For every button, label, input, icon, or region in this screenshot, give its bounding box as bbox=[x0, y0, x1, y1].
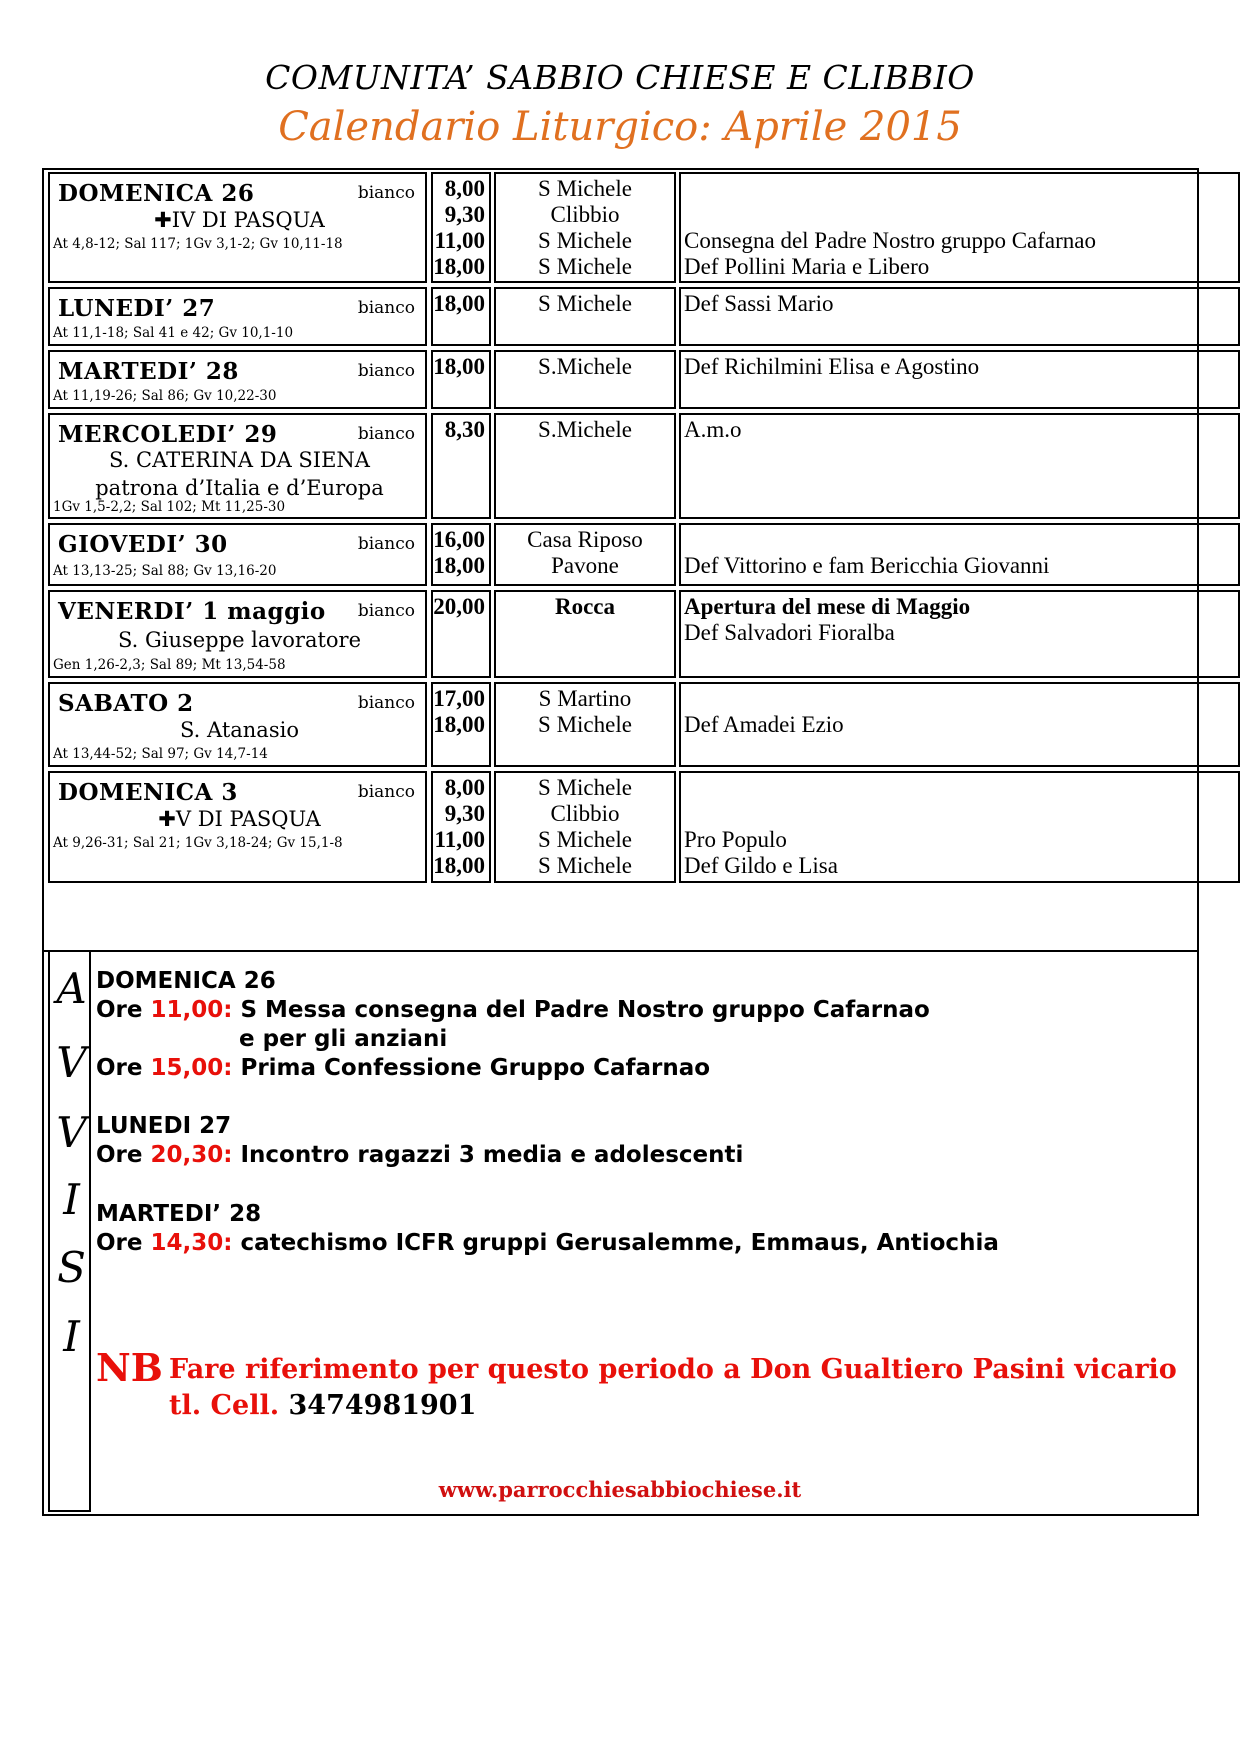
mass-time: 8,00 bbox=[444, 775, 485, 800]
mass-time: 8,00 bbox=[444, 176, 485, 201]
time-cell bbox=[431, 523, 491, 586]
nb-contact bbox=[169, 1390, 476, 1421]
day-feast-detail: patrona d’Italia e d’Europa bbox=[95, 476, 384, 500]
liturgical-color: bianco bbox=[357, 693, 415, 713]
intention-cell bbox=[679, 350, 1240, 409]
website-link[interactable]: www.parrocchiesabbiochiese.it bbox=[438, 1477, 802, 1502]
mass-intention: Def Gildo e Lisa bbox=[684, 853, 838, 878]
liturgical-color: bianco bbox=[357, 782, 415, 802]
ore-label: Ore bbox=[96, 1055, 143, 1081]
liturgical-color: bianco bbox=[357, 601, 415, 621]
place-cell bbox=[494, 682, 676, 767]
day-readings: At 13,44-52; Sal 97; Gv 14,7-14 bbox=[53, 746, 268, 762]
time-cell bbox=[431, 350, 491, 409]
day-name: DOMENICA 26 bbox=[58, 180, 255, 207]
day-cell bbox=[48, 682, 427, 767]
day-feast: ✚IV DI PASQUA bbox=[154, 208, 325, 232]
day-cell bbox=[48, 523, 427, 586]
mass-place: S Michele bbox=[538, 827, 632, 852]
intention-cell bbox=[679, 523, 1240, 586]
place-cell bbox=[494, 172, 676, 283]
announcement-text: catechismo ICFR gruppi Gerusalemme, Emmaus, Antiochia bbox=[232, 1230, 999, 1256]
nb-contact-label: tl. Cell. bbox=[169, 1390, 289, 1421]
intention-cell bbox=[679, 287, 1240, 346]
mass-time: 18,00 bbox=[433, 712, 485, 737]
time-cell bbox=[431, 172, 491, 283]
day-cell bbox=[48, 413, 427, 519]
avvisi-letter: V bbox=[56, 1038, 87, 1087]
time-cell bbox=[431, 771, 491, 883]
announcement-text: S Messa consegna del Padre Nostro gruppo Cafarnao bbox=[232, 997, 930, 1023]
table-row bbox=[48, 350, 1194, 409]
avvisi-letter: A bbox=[56, 964, 87, 1013]
day-readings: At 11,19-26; Sal 86; Gv 10,22-30 bbox=[53, 388, 277, 404]
mass-place: Pavone bbox=[551, 553, 619, 578]
intention-cell bbox=[679, 771, 1240, 883]
day-cell bbox=[48, 287, 427, 346]
mass-time: 9,30 bbox=[444, 202, 485, 227]
announcement-time: 15,00: bbox=[150, 1055, 233, 1081]
day-readings: Gen 1,26-2,3; Sal 89; Mt 13,54-58 bbox=[53, 657, 286, 673]
mass-place: S.Michele bbox=[538, 354, 632, 379]
mass-place: S.Michele bbox=[538, 417, 632, 442]
mass-intention: Def Sassi Mario bbox=[684, 291, 834, 316]
day-readings: At 4,8-12; Sal 117; 1Gv 3,1-2; Gv 10,11-18 bbox=[53, 236, 343, 252]
place-cell bbox=[494, 287, 676, 346]
day-name: DOMENICA 3 bbox=[58, 779, 238, 806]
ore-label: Ore bbox=[96, 1230, 143, 1256]
mass-place: S Michele bbox=[538, 853, 632, 878]
ore-label: Ore bbox=[96, 997, 143, 1023]
ore-label: Ore bbox=[96, 1142, 143, 1168]
announcement-time: 20,30: bbox=[150, 1142, 233, 1168]
phone-number[interactable]: 3474981901 bbox=[288, 1390, 477, 1421]
day-cell bbox=[48, 590, 427, 678]
announcement-item bbox=[96, 997, 930, 1023]
mass-time: 20,00 bbox=[433, 594, 485, 619]
mass-place: S Martino bbox=[538, 686, 632, 711]
mass-time: 18,00 bbox=[433, 853, 485, 878]
mass-time: 9,30 bbox=[444, 801, 485, 826]
place-cell bbox=[494, 590, 676, 678]
mass-place: Rocca bbox=[554, 594, 616, 619]
day-name: SABATO 2 bbox=[58, 690, 194, 717]
mass-time: 8,30 bbox=[444, 417, 485, 442]
day-name: MERCOLEDI’ 29 bbox=[58, 421, 278, 448]
day-name: VENERDI’ 1 maggio bbox=[58, 598, 326, 625]
mass-time: 18,00 bbox=[433, 254, 485, 279]
community-title: COMUNITA’ SABBIO CHIESE E CLIBBIO bbox=[265, 58, 975, 97]
table-row bbox=[48, 771, 1194, 883]
place-cell bbox=[494, 350, 676, 409]
mass-place: S Michele bbox=[538, 254, 632, 279]
intention-cell bbox=[679, 172, 1240, 283]
table-row bbox=[48, 523, 1194, 586]
mass-intention: Consegna del Padre Nostro gruppo Cafarnao bbox=[684, 228, 1096, 253]
day-feast: S. Giuseppe lavoratore bbox=[117, 628, 362, 652]
liturgical-color: bianco bbox=[357, 361, 415, 381]
table-row bbox=[48, 590, 1194, 678]
announcements-box bbox=[42, 950, 1199, 1516]
day-readings: At 9,26-31; Sal 21; 1Gv 3,18-24; Gv 15,1-8 bbox=[53, 835, 343, 851]
day-name: MARTEDI’ 28 bbox=[58, 358, 239, 385]
mass-time: 18,00 bbox=[433, 553, 485, 578]
place-cell bbox=[494, 413, 676, 519]
time-cell bbox=[431, 682, 491, 767]
calendar-title: Calendario Liturgico: Aprile 2015 bbox=[278, 104, 962, 150]
mass-place: S Michele bbox=[538, 291, 632, 316]
mass-time: 17,00 bbox=[433, 686, 485, 711]
liturgical-color: bianco bbox=[357, 183, 415, 203]
avvisi-vertical-label bbox=[48, 950, 91, 1512]
time-cell bbox=[431, 590, 491, 678]
mass-intention: Apertura del mese di Maggio bbox=[684, 594, 971, 619]
liturgical-color: bianco bbox=[357, 534, 415, 554]
table-row bbox=[48, 682, 1194, 767]
intention-cell bbox=[679, 682, 1240, 767]
avvisi-letter: I bbox=[63, 1312, 80, 1361]
mass-place: Casa Riposo bbox=[527, 527, 643, 552]
mass-intention: Def Salvadori Fioralba bbox=[684, 620, 895, 645]
nb-text: Fare riferimento per questo periodo a Don Gualtiero Pasini vicario bbox=[169, 1354, 1177, 1385]
mass-place: S Michele bbox=[538, 775, 632, 800]
place-cell bbox=[494, 523, 676, 586]
table-row bbox=[48, 287, 1194, 346]
liturgical-color: bianco bbox=[357, 298, 415, 318]
avvisi-letter: I bbox=[63, 1175, 80, 1224]
intention-cell bbox=[679, 590, 1240, 678]
mass-place: S Michele bbox=[538, 228, 632, 253]
mass-intention: Def Amadei Ezio bbox=[684, 712, 844, 737]
day-readings: 1Gv 1,5-2,2; Sal 102; Mt 11,25-30 bbox=[53, 499, 286, 515]
liturgical-color: bianco bbox=[357, 424, 415, 444]
mass-place: S Michele bbox=[538, 176, 632, 201]
announcement-item bbox=[96, 1142, 743, 1168]
announcement-item bbox=[96, 1055, 710, 1081]
mass-place: Clibbio bbox=[550, 202, 620, 227]
announcement-time: 14,30: bbox=[150, 1230, 233, 1256]
mass-intention: Pro Populo bbox=[684, 827, 787, 852]
announcement-day: DOMENICA 26 bbox=[96, 968, 276, 994]
mass-time: 11,00 bbox=[434, 827, 485, 852]
day-cell bbox=[48, 771, 427, 883]
announcement-item bbox=[96, 1230, 999, 1256]
mass-time: 16,00 bbox=[433, 527, 485, 552]
day-readings: At 13,13-25; Sal 88; Gv 13,16-20 bbox=[53, 563, 277, 579]
liturgical-calendar-table bbox=[42, 168, 1199, 952]
announcement-day: MARTEDI’ 28 bbox=[96, 1201, 262, 1227]
table-row bbox=[48, 413, 1194, 519]
announcement-text: Prima Confessione Gruppo Cafarnao bbox=[232, 1055, 711, 1081]
mass-intention: Def Pollini Maria e Libero bbox=[684, 254, 930, 279]
time-cell bbox=[431, 413, 491, 519]
day-cell bbox=[48, 172, 427, 283]
mass-place: S Michele bbox=[538, 712, 632, 737]
mass-intention: Def Richilmini Elisa e Agostino bbox=[684, 354, 980, 379]
day-feast: ✚V DI PASQUA bbox=[158, 807, 321, 831]
avvisi-letter: S bbox=[57, 1243, 86, 1292]
avvisi-letter: V bbox=[56, 1108, 87, 1157]
mass-time: 18,00 bbox=[433, 291, 485, 316]
place-cell bbox=[494, 771, 676, 883]
mass-time: 18,00 bbox=[433, 354, 485, 379]
day-feast: S. Atanasio bbox=[180, 718, 299, 742]
announcement-continuation: e per gli anziani bbox=[239, 1026, 448, 1052]
mass-intention: Def Vittorino e fam Bericchia Giovanni bbox=[684, 553, 1050, 578]
table-row bbox=[48, 172, 1194, 283]
day-readings: At 11,1-18; Sal 41 e 42; Gv 10,1-10 bbox=[53, 325, 294, 341]
intention-cell bbox=[679, 413, 1240, 519]
nb-label: NB bbox=[96, 1345, 163, 1390]
time-cell bbox=[431, 287, 491, 346]
announcement-day: LUNEDI 27 bbox=[96, 1113, 232, 1139]
mass-place: Clibbio bbox=[550, 801, 620, 826]
mass-time: 11,00 bbox=[434, 228, 485, 253]
mass-intention: A.m.o bbox=[684, 417, 742, 442]
day-name: LUNEDI’ 27 bbox=[58, 295, 216, 322]
announcement-text: Incontro ragazzi 3 media e adolescenti bbox=[232, 1142, 744, 1168]
announcement-time: 11,00: bbox=[150, 997, 233, 1023]
day-cell bbox=[48, 350, 427, 409]
day-name: GIOVEDI’ 30 bbox=[58, 531, 228, 558]
day-feast: S. CATERINA DA SIENA bbox=[109, 448, 370, 472]
